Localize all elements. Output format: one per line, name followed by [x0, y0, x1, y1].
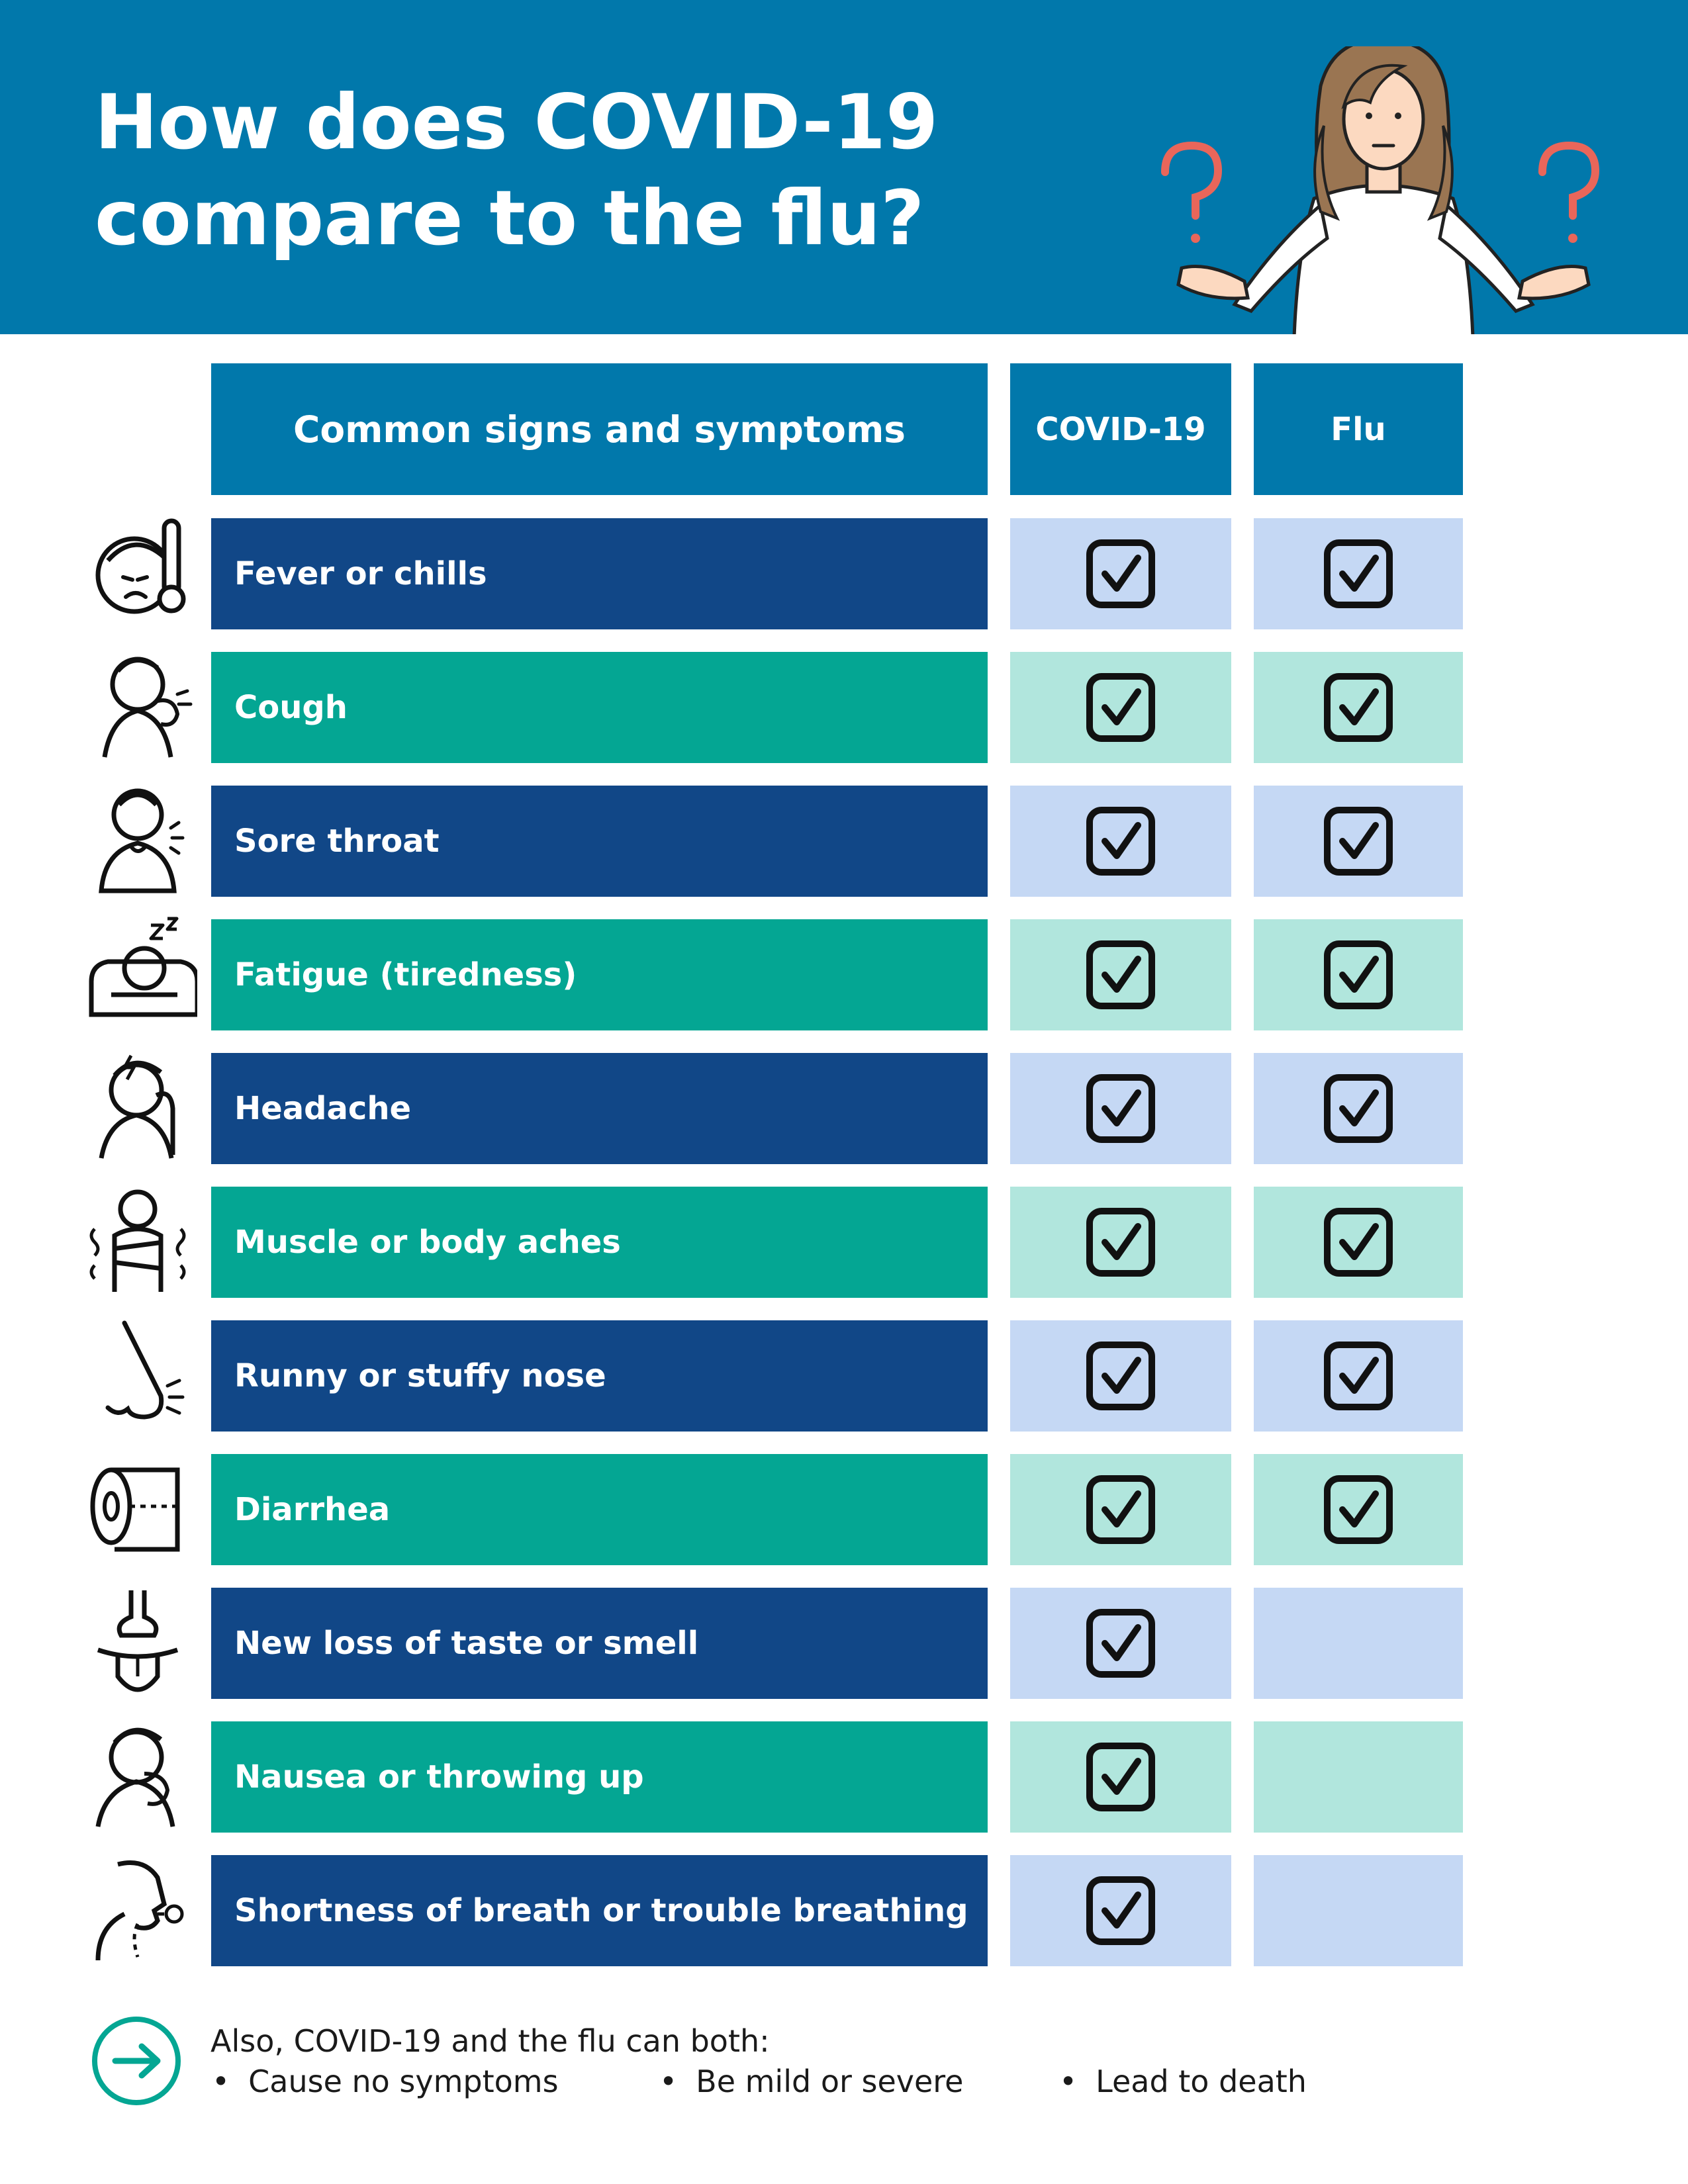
- footer-bullet: • Be mild or severe: [659, 2064, 963, 2099]
- symptom-label: [211, 1721, 988, 1833]
- runny-nose-icon: [78, 1316, 197, 1438]
- breathing-icon: [78, 1851, 197, 1973]
- fever-thermometer-icon: [78, 514, 197, 636]
- question-mark-icon: [1542, 146, 1595, 243]
- symptom-label: [211, 1588, 988, 1699]
- checkbox-checked-icon: [1085, 1340, 1156, 1412]
- symptom-label: [211, 786, 988, 897]
- symptom-label-text: Nausea or throwing up: [234, 1758, 644, 1796]
- header-banner: [0, 0, 1688, 334]
- checkbox-checked-icon: [1085, 805, 1156, 877]
- flu-cell: [1254, 919, 1463, 1030]
- covid-cell: [1010, 1053, 1231, 1164]
- checkbox-checked-icon: [1085, 672, 1156, 743]
- header-covid-label: COVID-19: [1035, 410, 1206, 448]
- symptom-label: [211, 1187, 988, 1298]
- covid-cell: [1010, 652, 1231, 763]
- symptom-label-text: Diarrhea: [234, 1491, 391, 1528]
- confused-woman-shrugging-icon: [1125, 46, 1642, 334]
- header-flu-label: Flu: [1331, 410, 1386, 448]
- checkbox-checked-icon: [1085, 1875, 1156, 1946]
- symptom-label: [211, 1454, 988, 1565]
- checkbox-checked-icon: [1085, 538, 1156, 610]
- page-title: [95, 74, 938, 266]
- covid-cell: [1010, 1320, 1231, 1432]
- flu-cell: [1254, 1454, 1463, 1565]
- symptom-label-text: New loss of taste or smell: [234, 1625, 699, 1662]
- symptom-label: [211, 1320, 988, 1432]
- checkbox-checked-icon: [1323, 672, 1394, 743]
- covid-cell: [1010, 1588, 1231, 1699]
- nose-tongue-icon: [78, 1584, 197, 1706]
- symptom-label-text: Shortness of breath or trouble breathing: [234, 1892, 968, 1929]
- flu-cell: [1254, 786, 1463, 897]
- covid-cell: [1010, 1187, 1231, 1298]
- covid-cell: [1010, 518, 1231, 629]
- covid-cell: [1010, 1855, 1231, 1966]
- arrow-right-circle-icon: [90, 2015, 183, 2107]
- flu-cell: [1254, 1320, 1463, 1432]
- covid-cell: [1010, 919, 1231, 1030]
- checkbox-checked-icon: [1085, 1206, 1156, 1278]
- covid-cell: [1010, 1454, 1231, 1565]
- checkbox-checked-icon: [1085, 939, 1156, 1011]
- covid-cell: [1010, 1721, 1231, 1833]
- body-aches-icon: [78, 1183, 197, 1304]
- symptom-label: [211, 518, 988, 629]
- checkbox-checked-icon: [1323, 538, 1394, 610]
- footer-intro: Also, COVID-19 and the flu can both:: [211, 2023, 770, 2059]
- symptom-label-text: Cough: [234, 689, 348, 726]
- checkbox-checked-icon: [1323, 1073, 1394, 1144]
- checkbox-checked-icon: [1323, 1474, 1394, 1545]
- flu-cell: [1254, 652, 1463, 763]
- footer-bullet: • Cause no symptoms: [212, 2064, 559, 2099]
- symptom-label: [211, 919, 988, 1030]
- toilet-paper-icon: [78, 1450, 197, 1572]
- checkbox-checked-icon: [1085, 1474, 1156, 1545]
- cough-icon: [78, 648, 197, 770]
- flu-cell: [1254, 1721, 1463, 1833]
- header-symptoms: [211, 363, 988, 495]
- title-line-1: How does COVID-19: [95, 78, 939, 166]
- symptom-label-text: Runny or stuffy nose: [234, 1357, 606, 1394]
- header-symptoms-label: Common signs and symptoms: [293, 408, 906, 451]
- flu-cell: [1254, 518, 1463, 629]
- symptom-label-text: Fever or chills: [234, 555, 487, 592]
- headache-icon: [78, 1049, 197, 1171]
- sore-throat-icon: [78, 782, 197, 903]
- header-covid: [1010, 363, 1231, 495]
- symptom-label: [211, 1855, 988, 1966]
- checkbox-checked-icon: [1323, 1340, 1394, 1412]
- symptom-label-text: Sore throat: [234, 823, 440, 860]
- footer-bullet: • Lead to death: [1059, 2064, 1307, 2099]
- checkbox-checked-icon: [1323, 939, 1394, 1011]
- checkbox-checked-icon: [1085, 1608, 1156, 1679]
- checkbox-checked-icon: [1323, 1206, 1394, 1278]
- flu-cell: [1254, 1053, 1463, 1164]
- title-line-2: compare to the flu?: [95, 174, 925, 262]
- sleeping-fatigue-icon: [78, 915, 197, 1037]
- checkbox-checked-icon: [1085, 1073, 1156, 1144]
- flu-cell: [1254, 1588, 1463, 1699]
- symptom-label: [211, 1053, 988, 1164]
- checkbox-checked-icon: [1323, 805, 1394, 877]
- symptom-label: [211, 652, 988, 763]
- symptom-label-text: Headache: [234, 1090, 412, 1127]
- checkbox-checked-icon: [1085, 1741, 1156, 1813]
- covid-cell: [1010, 786, 1231, 897]
- symptom-label-text: Fatigue (tiredness): [234, 956, 577, 993]
- symptom-label-text: Muscle or body aches: [234, 1224, 621, 1261]
- header-flu: [1254, 363, 1463, 495]
- flu-cell: [1254, 1187, 1463, 1298]
- nausea-icon: [78, 1717, 197, 1839]
- question-mark-icon: [1165, 146, 1218, 243]
- flu-cell: [1254, 1855, 1463, 1966]
